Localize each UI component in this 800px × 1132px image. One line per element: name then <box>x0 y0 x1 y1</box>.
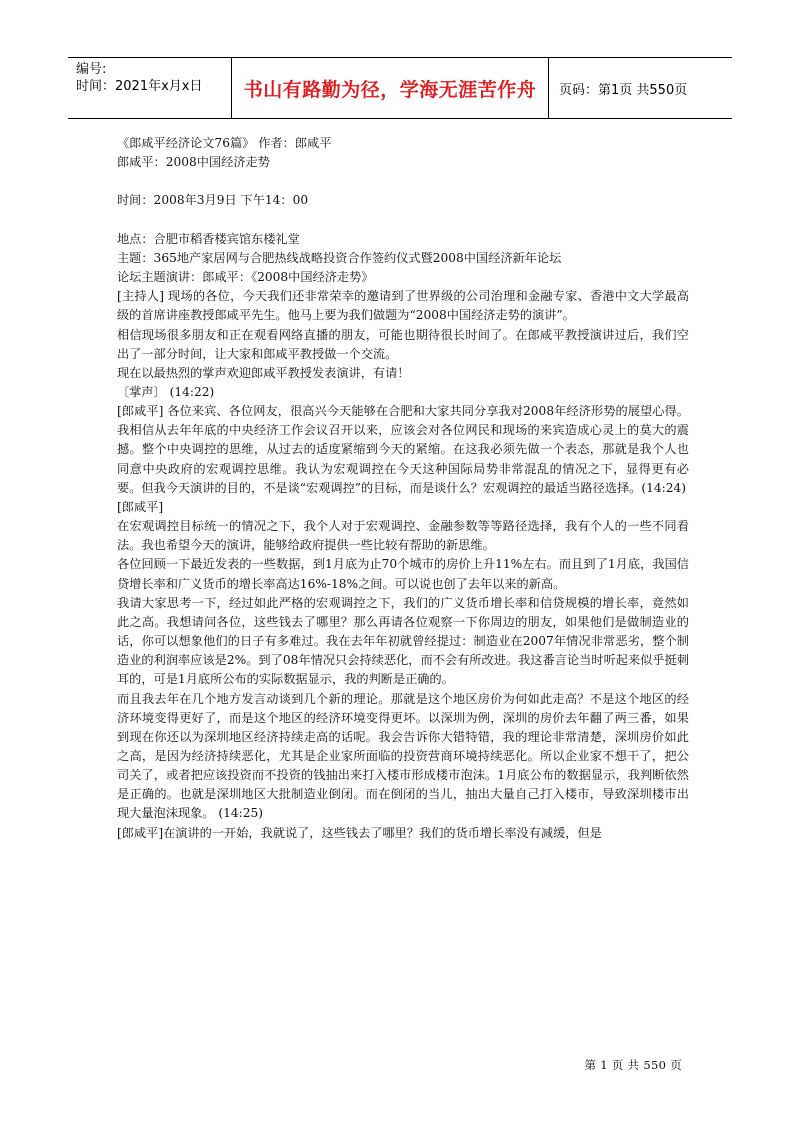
speaker-tag: [郎咸平] <box>117 499 164 514</box>
paragraph: 现在以最热烈的掌声欢迎郎咸平教授发表演讲，有请！ <box>117 365 410 380</box>
blank-line <box>117 172 689 191</box>
page-header <box>68 57 732 119</box>
paragraph: 在宏观调控目标统一的情况之下，我个人对于宏观调控、金融参数等等路径选择，我有个人的一些不同看法。我也希望今天的演讲，能够给政府提供一些比较有帮助的新思维。 <box>117 519 689 553</box>
number-label: 编号: <box>76 62 107 77</box>
header-motto: 书山有路勤为径，学海无涯苦作舟 <box>231 58 549 118</box>
paragraph: 各位回顾一下最近发表的一些数据，到1月底为止70个城市的房价上升11%左右。而且到了1月底，我国信贷增长率和广义货币的增长率高达16%-18%之间。可以说也创了去年以来的新高。 <box>117 557 689 591</box>
paragraph: [郎咸平] 各位来宾、各位网友，很高兴今天能够在合肥和大家共同分享我对2008年经济形势的展望心得。我相信从去年年底的中央经济工作会议召开以来，应该会对各位网民和现场的来宾造成心灵上的莫大的震撼。整个中央调控的思维，从过去的适度紧缩到今天的紧缩。在这我必须先做一个表态，那就是我个人也同意中央政府的宏观调控思维。我认为宏观调控在今天这种国际局势非常混乱的情况之下，显得更有必要。但我今天演讲的目的，不是谈“宏观调控”的目标，而是谈什么？宏观调控的最适当路径选择。(14:24) <box>117 404 689 495</box>
header-meta <box>68 58 231 118</box>
time-line: 时间：2008年3月9日 下午14：00 <box>117 193 309 208</box>
paragraph: 而且我去年在几个地方发言动谈到几个新的理论。那就是这个地区房价为何如此走高？不是这个地区的经济环境变得更好了，而是这个地区的经济环境变得更坏。以深圳为例，深圳的房价去年翻了两三番，如果到现在你还以为深圳地区经济持续走高的话呢。我会告诉你大错特错，我的理论非常清楚，深圳房价如此之高，是因为经济持续恶化，尤其是企业家所面临的投资营商环境持续恶化。所以企业家不想干了，把公司关了，或者把应该投资而不投资的钱抽出来打入楼市形成楼市泡沫。1月底公布的数据显示，我判断依然是正确的。也就是深圳地区大批制造业倒闭。而在倒闭的当儿，抽出大量自己打入楼市，导致深圳楼市出现大量泡沫现象。 (14:25) <box>117 691 689 821</box>
document-body <box>117 134 689 843</box>
forum-topic-line: 论坛主题演讲：郎咸平：《2008中国经济走势》 <box>117 270 374 285</box>
subtitle-line: 郎咸平：2008中国经济走势 <box>117 155 270 170</box>
topic-line: 主题：365地产家居网与合肥热线战略投资合作签约仪式暨2008中国经济新年论坛 <box>117 250 562 265</box>
applause-line: 〔掌声〕 (14:22) <box>117 385 215 399</box>
time-label: 时间：2021年x月x日 <box>76 79 203 94</box>
location-line: 地点：合肥市稻香楼宾馆东楼礼堂 <box>117 231 300 246</box>
title-line: 《郎咸平经济论文76篇》 作者：郎咸平 <box>117 136 332 150</box>
paragraph: [郎咸平]在演讲的一开始，我就说了，这些钱去了哪里？我们的货币增长率没有减缓，但是 <box>117 825 602 840</box>
paragraph: [主持人] 现场的各位，今天我们还非常荣幸的邀请到了世界级的公司治理和金融专家、香港中文大学最高级的首席讲座教授郎咸平先生。他马上要为我们做题为“2008中国经济走势的演讲”。 <box>117 289 689 323</box>
header-page-label: 页码：第1页 共550页 <box>559 82 688 98</box>
paragraph: 我请大家思考一下，经过如此严格的宏观调控之下，我们的广义货币增长率和信贷规模的增长率，竟然如此之高。我想请问各位，这些钱去了哪里？那么再请各位观察一下你周边的朋友，如果他们是做制造业的话，你可以想象他们的日子有多难过。我在去年年初就曾经提过：制造业在2007年情况非常恶劣，整个制造业的利润率应该是2%。到了08年情况只会持续恶化，而不会有所改进。我这番言论当时听起来似乎挺刺耳的，可是1月底所公布的实际数据显示，我的判断是正确的。 <box>117 595 689 687</box>
paragraph: 相信现场很多朋友和正在观看网络直播的朋友，可能也期待很长时间了。在郎咸平教授演讲过后，我们空出了一部分时间，让大家和郎咸平教授做一个交流。 <box>117 327 689 361</box>
blank-line <box>117 211 689 230</box>
page-footer: 第 1 页 共 550 页 <box>584 1058 682 1072</box>
